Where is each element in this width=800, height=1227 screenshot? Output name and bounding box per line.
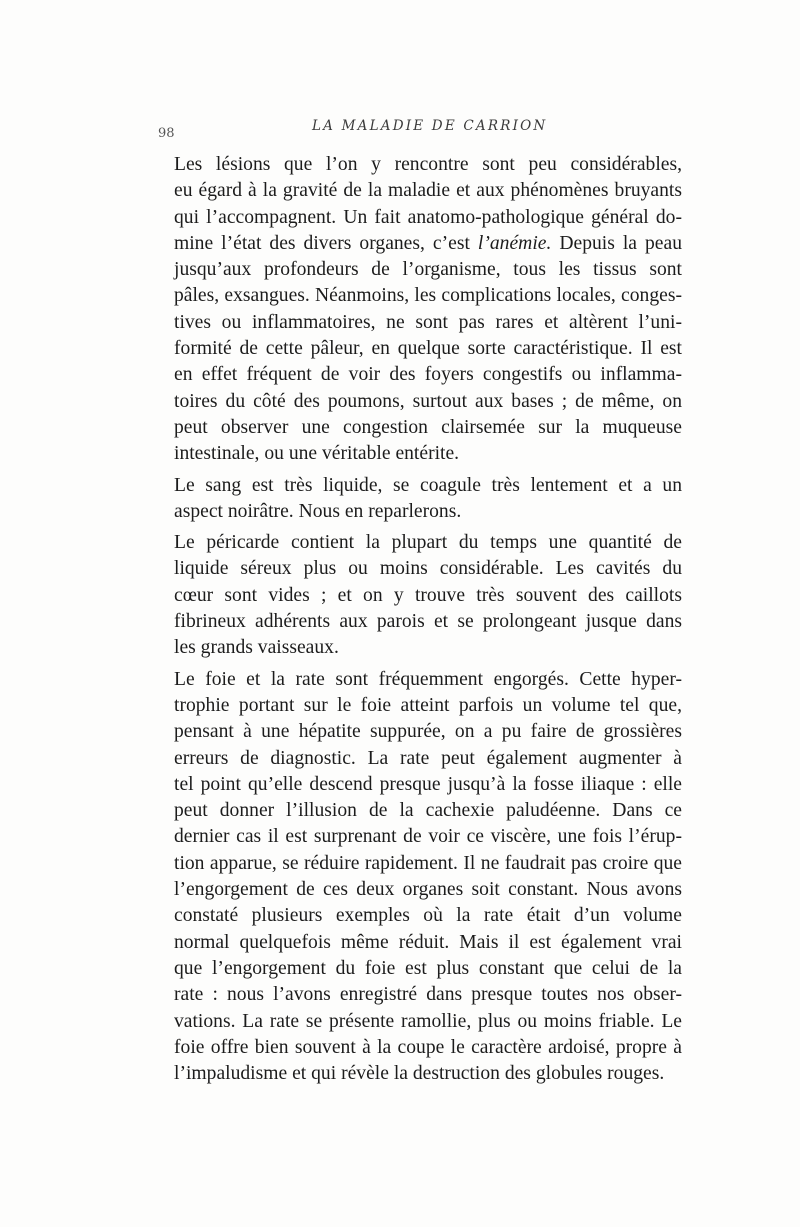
text-fragment: Depuis la peau <box>551 232 682 254</box>
paragraph-1 <box>166 152 682 468</box>
text-line: tives ou inflammatoires, ne sont pas rares et altèrent l’uni- <box>174 311 682 333</box>
text-line: intestinale, ou une véritable entérite. <box>174 443 460 465</box>
text-line: Les lésions que l’on y rencontre sont peu considérables, <box>174 154 682 175</box>
text-line: l’engorgement de ces deux organes soit constant. Nous avons <box>174 879 682 901</box>
page-number: 98 <box>158 126 175 141</box>
paragraph-4 <box>166 667 682 1088</box>
text-line: tel point qu’elle descend presque jusqu’à la fosse iliaque : elle <box>174 773 682 795</box>
paragraph-3 <box>166 530 682 661</box>
text-line: fibrineux adhérents aux parois et se prolongeant jusque dans <box>174 611 682 633</box>
text-line: en effet fréquent de voir des foyers congestifs ou inflamma- <box>174 364 682 386</box>
text-line: formité de cette pâleur, en quelque sorte caractéristique. Il est <box>174 338 682 360</box>
text-line: rate : nous l’avons enregistré dans presque toutes nos obser- <box>174 984 682 1006</box>
text-line: foie offre bien souvent à la coupe le caractère ardoisé, propre à <box>174 1036 682 1058</box>
text-line: les grands vaisseaux. <box>174 637 339 659</box>
text-line: que l’engorgement du foie est plus constant que celui de la <box>174 957 682 979</box>
text-line: erreurs de diagnostic. La rate peut également augmenter à <box>174 747 682 769</box>
text-line: pensant à une hépatite suppurée, on a pu faire de grossières <box>174 721 682 743</box>
text-line: tion apparue, se réduire rapidement. Il ne faudrait pas croire que <box>174 852 682 874</box>
text-line: aspect noirâtre. Nous en reparlerons. <box>174 500 462 522</box>
text-line: jusqu’aux profondeurs de l’organisme, tous les tissus sont <box>174 259 682 281</box>
text-line: Le foie et la rate sont fréquemment engorgés. Cette hyper- <box>174 668 682 690</box>
text-line: peut donner l’illusion de la cachexie paludéenne. Dans ce <box>174 800 682 822</box>
text-line: Le sang est très liquide, se coagule très lentement et a un <box>174 474 682 496</box>
text-line: peut observer une congestion clairsemée sur la muqueuse <box>174 416 682 438</box>
paragraph-2 <box>166 473 682 526</box>
text-line: normal quelquefois même réduit. Mais il est également vrai <box>174 931 682 953</box>
text-line: qui l’accompagnent. Un fait anatomo-pathologique général do- <box>174 206 682 228</box>
running-title: LA MALADIE DE CARRION <box>312 118 548 134</box>
running-head <box>158 118 682 142</box>
text-line: trophie portant sur le foie atteint parfois un volume tel que, <box>174 694 682 716</box>
text-line: l’impaludisme et qui révèle la destruction des globules rouges. <box>174 1063 665 1085</box>
text-line: vations. La rate se présente ramollie, plus ou moins friable. Le <box>174 1010 682 1032</box>
text-line: eu égard à la gravité de la maladie et aux phénomènes bruyants <box>174 180 682 202</box>
text-line: Le péricarde contient la plupart du temps une quantité de <box>174 532 682 554</box>
text-line: toires du côté des poumons, surtout aux bases ; de même, on <box>174 390 682 412</box>
text-line: dernier cas il est surprenant de voir ce viscère, une fois l’érup- <box>174 826 682 848</box>
text-line-with-emphasis <box>166 231 682 257</box>
text-line: constaté plusieurs exemples où la rate était d’un volume <box>174 905 682 927</box>
text-line: cœur sont vides ; et on y trouve très souvent des caillots <box>174 584 682 606</box>
text-line: liquide séreux plus ou moins considérable. Les cavités du <box>174 558 682 580</box>
body-text <box>166 152 682 1092</box>
text-line: pâles, exsangues. Néanmoins, les complications locales, conges- <box>174 285 682 307</box>
emphasis-term: l’anémie. <box>477 232 552 254</box>
text-fragment: mine l’état des divers organes, c’est <box>174 232 470 254</box>
